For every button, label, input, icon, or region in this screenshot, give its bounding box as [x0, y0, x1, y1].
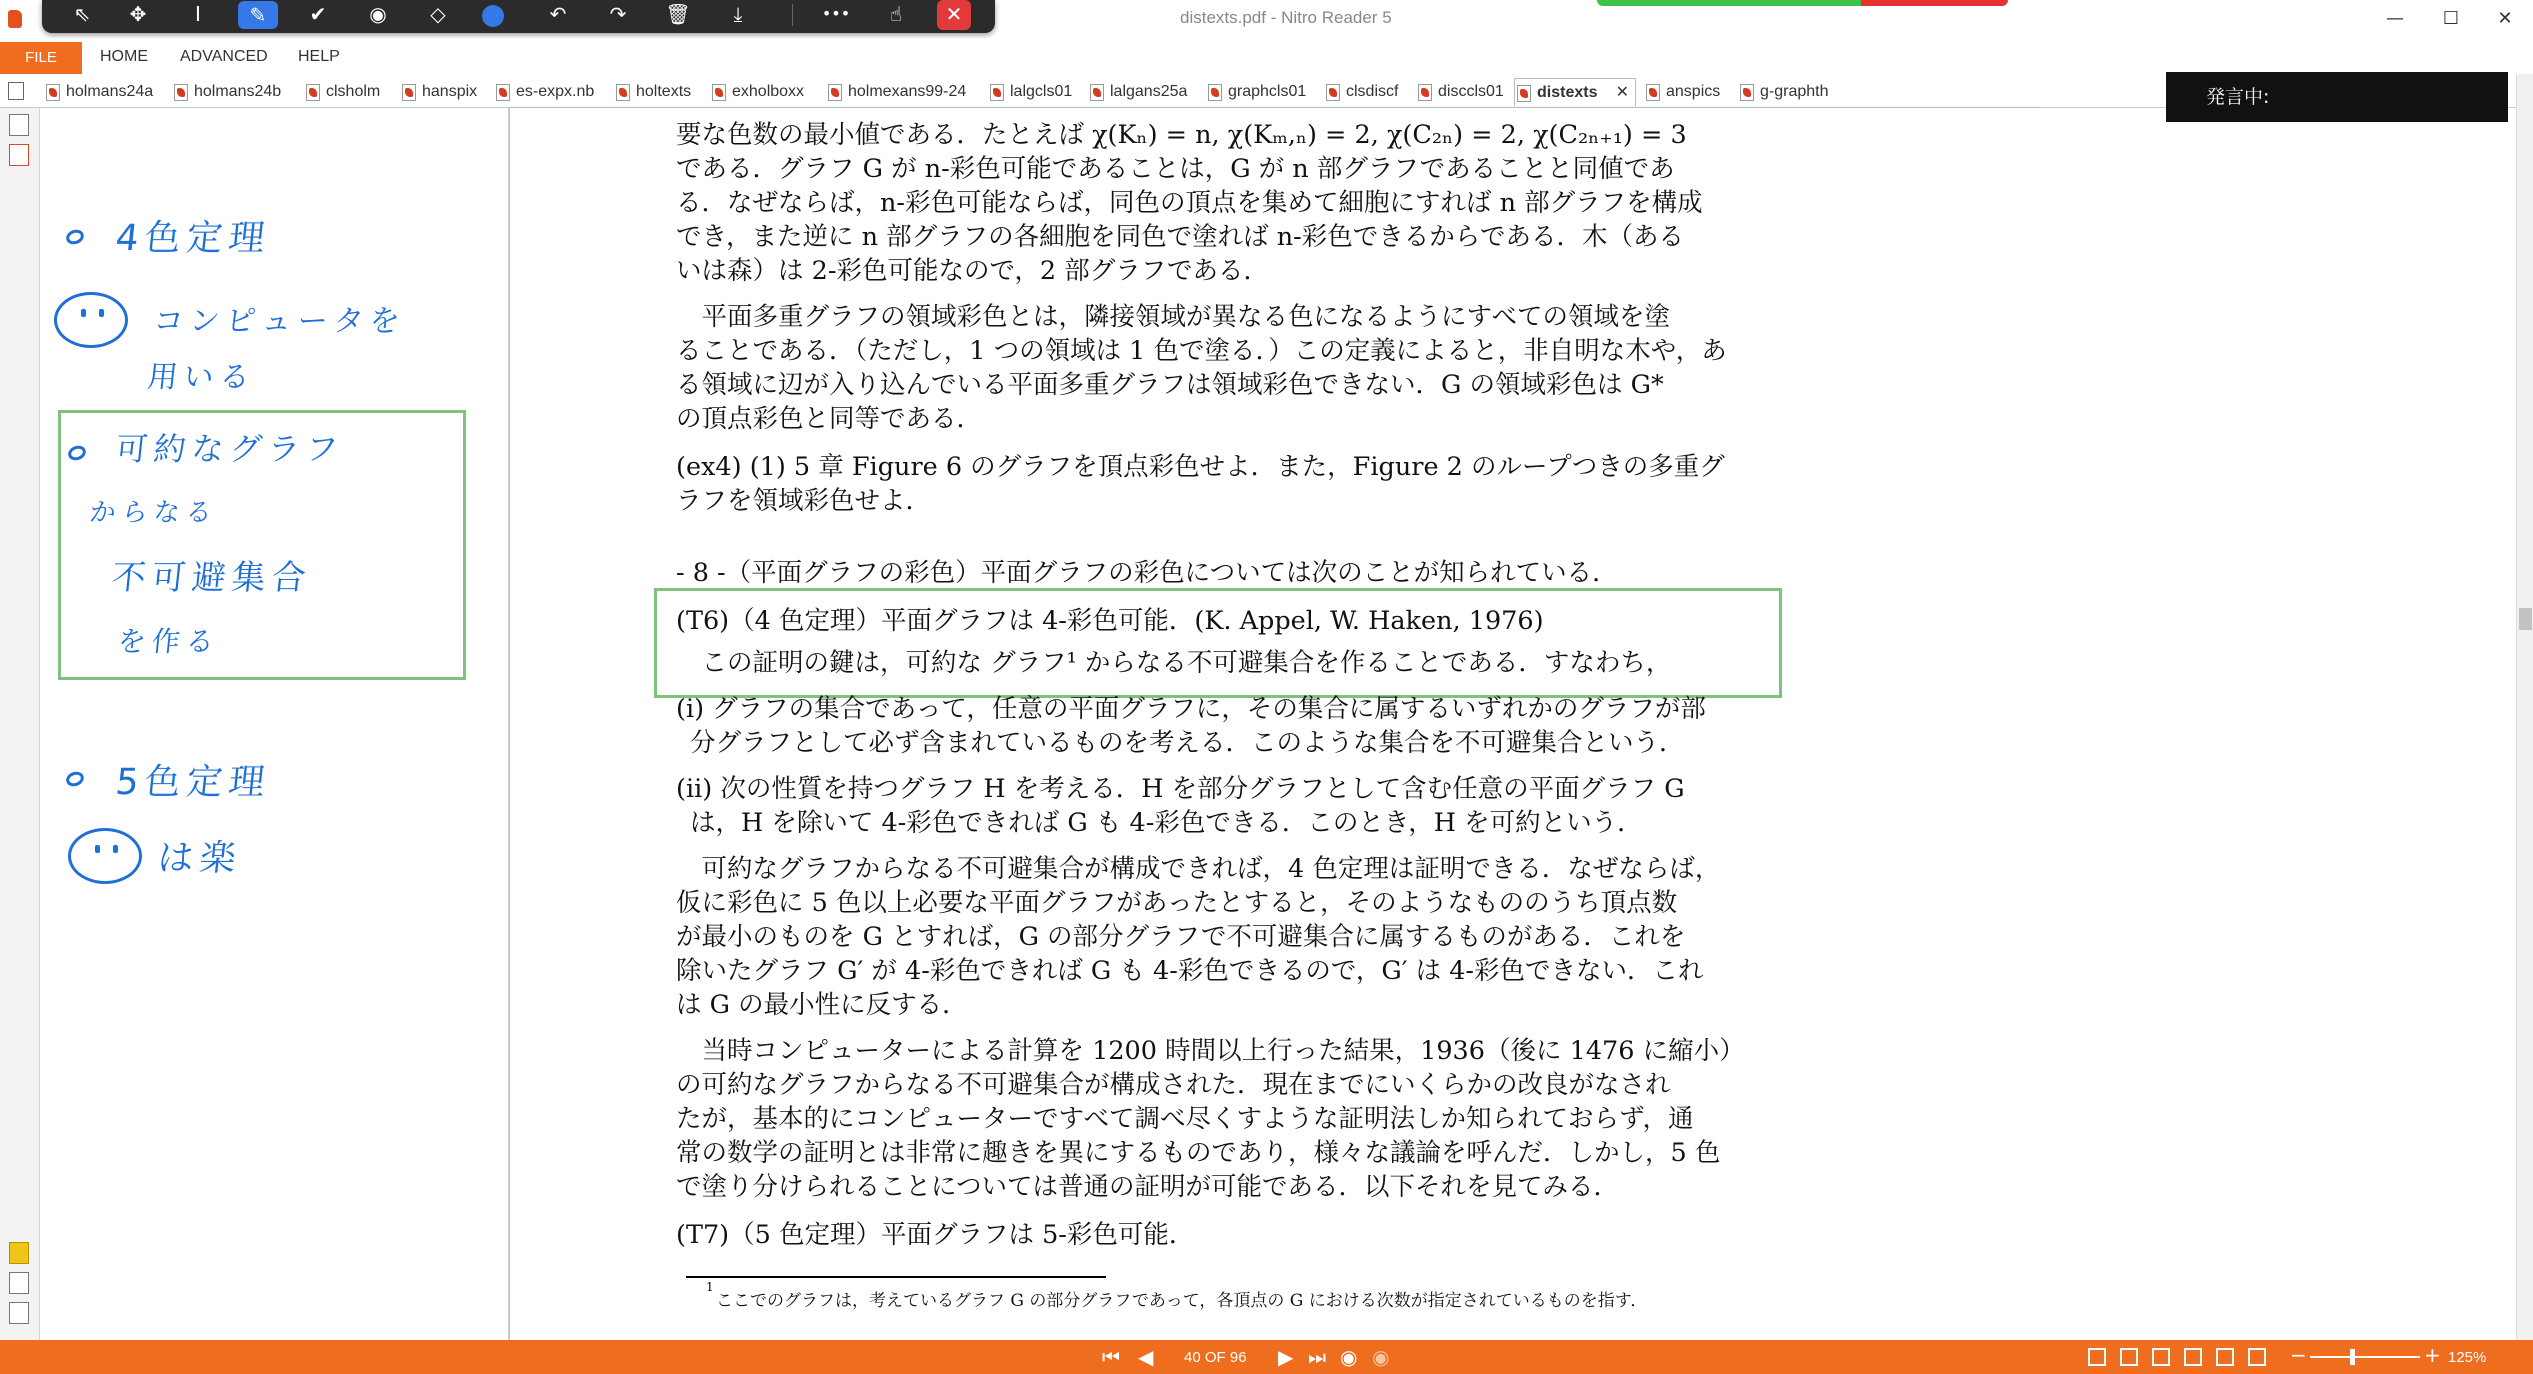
touch-writing-icon[interactable]: ☝	[889, 2, 903, 26]
eraser-icon[interactable]: ◇	[430, 2, 446, 26]
tab-lalgcls01[interactable]: lalgcls01	[988, 78, 1072, 106]
maximize-button[interactable]: ☐	[2442, 8, 2460, 29]
meeting-progress-green	[1597, 0, 1861, 6]
facing-view-icon[interactable]	[2152, 1348, 2170, 1366]
note-five-color: 5色定理	[113, 762, 273, 803]
pdf-file-icon	[1418, 84, 1432, 101]
note-computer: コンピュータを	[151, 304, 408, 339]
right-margin	[2038, 108, 2516, 1340]
facing-continuous-view-icon[interactable]	[2184, 1348, 2202, 1366]
toolbar-divider	[792, 4, 793, 26]
footnote-mark: 1	[706, 1280, 714, 1294]
bookmarks-panel-icon[interactable]	[9, 144, 29, 166]
note-bullet-icon	[64, 769, 86, 788]
text-line: の可約なグラフからなる不可避集合が構成された．現在までにいくらかの改良がなされ	[676, 1070, 1671, 1100]
pen-toolbar	[42, 0, 995, 33]
status-bar	[0, 1340, 2533, 1374]
scrollbar-thumb[interactable]	[2519, 608, 2532, 630]
pdf-file-icon	[1326, 84, 1340, 101]
pdf-file-icon	[1090, 84, 1104, 101]
pen-icon[interactable]: ✎	[238, 1, 278, 29]
text-line: 要な色数の最小値である．たとえば χ(Kₙ) = n, χ(Kₘ,ₙ) = 2, χ(C₂ₙ) = 2, χ(C₂ₙ₊₁) = 3	[676, 120, 1687, 150]
undo-icon[interactable]: ↶	[549, 2, 567, 26]
footnote: ここでのグラフは，考えているグラフ G の部分グラフであって，各頂点の G における次数が指定されているものを指す．	[716, 1291, 1648, 1311]
text-line: である．グラフ G が n-彩色可能であることは，G が n 部グラフであることと同値であ	[676, 154, 1675, 184]
text-line: で塗り分けられることについては普通の証明が可能である．以下それを見てみる．	[676, 1172, 1619, 1202]
menu-home[interactable]: HOME	[100, 48, 148, 65]
tab-holmans24a[interactable]: holmans24a	[44, 78, 153, 106]
text-line: が最小のものを G とすれば，G の部分グラフで不可避集合に属するものがある．これを	[676, 922, 1686, 952]
zoom-slider[interactable]	[2310, 1356, 2420, 1358]
previous-view-icon[interactable]: ◉	[1340, 1345, 1358, 1369]
pdf-file-icon	[1740, 84, 1754, 101]
close-window-button[interactable]: ✕	[2497, 8, 2513, 29]
zoom-level[interactable]: 125%	[2448, 1349, 2487, 1366]
theorem-t6: (T6)（4 色定理）平面グラフは 4-彩色可能．(K. Appel, W. Haken, 1976)	[676, 606, 1544, 636]
note-make: を作る	[116, 625, 222, 658]
pdf-file-icon	[828, 84, 842, 101]
pdf-file-icon	[1646, 84, 1660, 101]
left-rail	[0, 108, 40, 1340]
last-page-icon[interactable]: ⏭	[1308, 1345, 1326, 1369]
vertical-scrollbar[interactable]	[2516, 74, 2533, 1340]
tab-exholboxx[interactable]: exholboxx	[710, 78, 804, 106]
previous-page-icon[interactable]: ◀	[1138, 1345, 1154, 1369]
trash-icon[interactable]: 🗑	[665, 2, 691, 26]
page-indicator[interactable]: 40 OF 96	[1184, 1349, 1247, 1366]
window-title: distexts.pdf - Nitro Reader 5	[1180, 8, 1392, 27]
close-toolbar-icon[interactable]: ✕	[937, 0, 971, 30]
text-line: る．なぜならば，n-彩色可能ならば，同色の頂点を集めて細胞にすれば n 部グラフを構成	[676, 188, 1703, 218]
checkmark-icon[interactable]: ✔	[309, 2, 327, 26]
fit-page-icon[interactable]	[2216, 1348, 2234, 1366]
text-line: ることである．（ただし，1 つの領域は 1 色で塗る．）この定義によると，非自明な木や，あ	[676, 336, 1727, 366]
pdf-file-icon	[496, 84, 510, 101]
note-use: 用いる	[145, 360, 258, 395]
pdf-file-icon	[46, 84, 60, 101]
zoom-out-icon[interactable]: −	[2290, 1343, 2307, 1367]
text-line: 除いたグラフ G′ が 4-彩色できれば G も 4-彩色できるので，G′ は 4-彩色できない．これ	[676, 956, 1704, 986]
highlighter-icon[interactable]: ◉	[369, 2, 387, 26]
text-line: でき，また逆に n 部グラフの各細胞を同色で塗れば n-彩色できるからである．木（ある	[676, 222, 1685, 252]
pdf-file-icon	[1517, 85, 1531, 102]
first-page-icon[interactable]: ⏮	[1102, 1345, 1120, 1369]
select-arrow-icon[interactable]: ⇖	[73, 2, 91, 26]
face-doodle-icon	[54, 292, 128, 348]
tab-clsdiscf[interactable]: clsdiscf	[1324, 78, 1398, 106]
zoom-in-icon[interactable]: +	[2424, 1343, 2441, 1367]
note-four-color: 4色定理	[113, 218, 273, 259]
tab-graphcls01[interactable]: graphcls01	[1206, 78, 1306, 106]
tab-clsholm[interactable]: clsholm	[304, 78, 380, 106]
text-line: は，H を除いて 4-彩色できれば G も 4-彩色できる．このとき，H を可約という．	[690, 808, 1643, 838]
pdf-file-icon	[1208, 84, 1222, 101]
pdf-file-icon	[712, 84, 726, 101]
text-line: この証明の鍵は，可約な グラフ¹ からなる不可避集合を作ることである．すなわち，	[676, 648, 1672, 678]
tab-distexts[interactable]: distexts ✕	[1514, 78, 1636, 106]
tab-hanspix[interactable]: hanspix	[400, 78, 477, 106]
menu-advanced[interactable]: ADVANCED	[180, 48, 268, 65]
move-icon[interactable]: ✥	[129, 2, 147, 26]
tab-list-icon[interactable]	[8, 82, 24, 100]
tab-holtexts[interactable]: holtexts	[614, 78, 691, 106]
text-line: いは森）は 2-彩色可能なので，2 部グラフである．	[676, 256, 1270, 286]
note-bullet-icon	[64, 227, 86, 246]
meeting-progress-red	[1861, 0, 2008, 6]
text-line: 分グラフとして必ず含まれているものを考える．このような集合を不可避集合という．	[690, 728, 1685, 758]
comments-panel-icon[interactable]	[9, 1242, 29, 1264]
tab-es-expx[interactable]: es-expx.nb	[494, 78, 594, 106]
section-heading: - 8 -（平面グラフの彩色）平面グラフの彩色については次のことが知られている．	[676, 558, 1618, 588]
tab-anspics[interactable]: anspics	[1644, 78, 1720, 106]
text-line: の頂点彩色と同等である．	[676, 404, 983, 434]
pdf-page[interactable]	[510, 108, 2038, 1340]
tab-disccls01[interactable]: disccls01	[1416, 78, 1504, 106]
speaking-banner: 発言中:	[2166, 72, 2508, 122]
tab-lalgans25a[interactable]: lalgans25a	[1088, 78, 1187, 106]
tab-close-icon[interactable]: ✕	[1615, 84, 1629, 101]
attachments-panel-icon[interactable]	[9, 1272, 29, 1294]
note-consisting-of: からなる	[88, 498, 220, 528]
text-line: たが，基本的にコンピューターですべて調べ尽くすような証明法しか知られておらず，通	[676, 1104, 1694, 1134]
layers-panel-icon[interactable]	[9, 1302, 29, 1324]
pdf-file-icon	[616, 84, 630, 101]
fit-width-icon[interactable]	[2248, 1348, 2266, 1366]
ribbon-menu	[0, 38, 2533, 74]
footnote-rule	[686, 1276, 1106, 1278]
text-line: (i) グラフの集合であって，任意の平面グラフに，その集合に属するいずれかのグラフが部	[676, 694, 1706, 724]
pdf-file-icon	[306, 84, 320, 101]
text-line: 常の数学の証明とは非常に趣きを異にするものであり，様々な議論を呼んだ．しかし，5 色	[676, 1138, 1721, 1168]
pages-panel-icon[interactable]	[9, 114, 29, 136]
minimize-button[interactable]: —	[2386, 8, 2404, 29]
menu-file[interactable]: FILE	[0, 42, 82, 74]
download-icon[interactable]: ⤓	[733, 2, 743, 26]
note-unavoidable-set: 不可避集合	[109, 558, 314, 598]
text-line: 当時コンピューターによる計算を 1200 時間以上行った結果，1936（後に 1476 に縮小）	[676, 1036, 1745, 1066]
next-view-icon[interactable]: ◉	[1372, 1345, 1390, 1369]
zoom-slider-knob[interactable]	[2350, 1349, 2355, 1365]
text-line: 仮に彩色に 5 色以上必要な平面グラフがあったとすると，そのようなもののうち頂点数	[676, 888, 1678, 918]
text-cursor-icon[interactable]: I	[195, 2, 201, 26]
exercise-line: (ex4) (1) 5 章 Figure 6 のグラフを頂点彩色せよ．また，Figure 2 のループつきの多重グ	[676, 452, 1725, 482]
handwritten-notes-pane	[40, 108, 508, 1340]
text-line: は G の最小性に反する．	[676, 990, 968, 1020]
more-icon[interactable]: •••	[821, 4, 851, 23]
text-line: 可約なグラフからなる不可避集合が構成できれば，4 色定理は証明できる．なぜならば，	[676, 854, 1721, 884]
document-tabs	[0, 74, 2533, 108]
text-line: (ii) 次の性質を持つグラフ H を考える．H を部分グラフとして含む任意の平面グラフ G	[676, 774, 1685, 804]
tab-g-graphth[interactable]: g-graphth	[1738, 78, 1829, 106]
exercise-line: ラフを領域彩色せよ．	[676, 486, 932, 516]
tab-holmans24b[interactable]: holmans24b	[172, 78, 281, 106]
face-doodle-icon	[68, 828, 142, 884]
note-easy: は楽	[155, 838, 244, 879]
nitro-logo-icon	[8, 10, 22, 28]
text-line: る領域に辺が入り込んでいる平面多重グラフは領域彩色できない．G の領域彩色は G*	[676, 370, 1664, 400]
pdf-file-icon	[174, 84, 188, 101]
pen-color-swatch[interactable]	[482, 5, 504, 27]
text-line: 平面多重グラフの領域彩色とは，隣接領域が異なる色になるようにすべての領域を塗	[676, 302, 1670, 332]
note-reducible-graph: 可約なグラフ	[113, 430, 346, 468]
menu-help[interactable]: HELP	[298, 48, 340, 65]
theorem-t7: (T7)（5 色定理）平面グラフは 5-彩色可能．	[676, 1220, 1195, 1250]
tab-holmexans99-24[interactable]: holmexans99-24	[826, 78, 966, 106]
continuous-view-icon[interactable]	[2120, 1348, 2138, 1366]
next-page-icon[interactable]: ▶	[1278, 1345, 1294, 1369]
redo-icon[interactable]: ↷	[609, 2, 627, 26]
single-page-view-icon[interactable]	[2088, 1348, 2106, 1366]
pdf-file-icon	[990, 84, 1004, 101]
pdf-file-icon	[402, 84, 416, 101]
